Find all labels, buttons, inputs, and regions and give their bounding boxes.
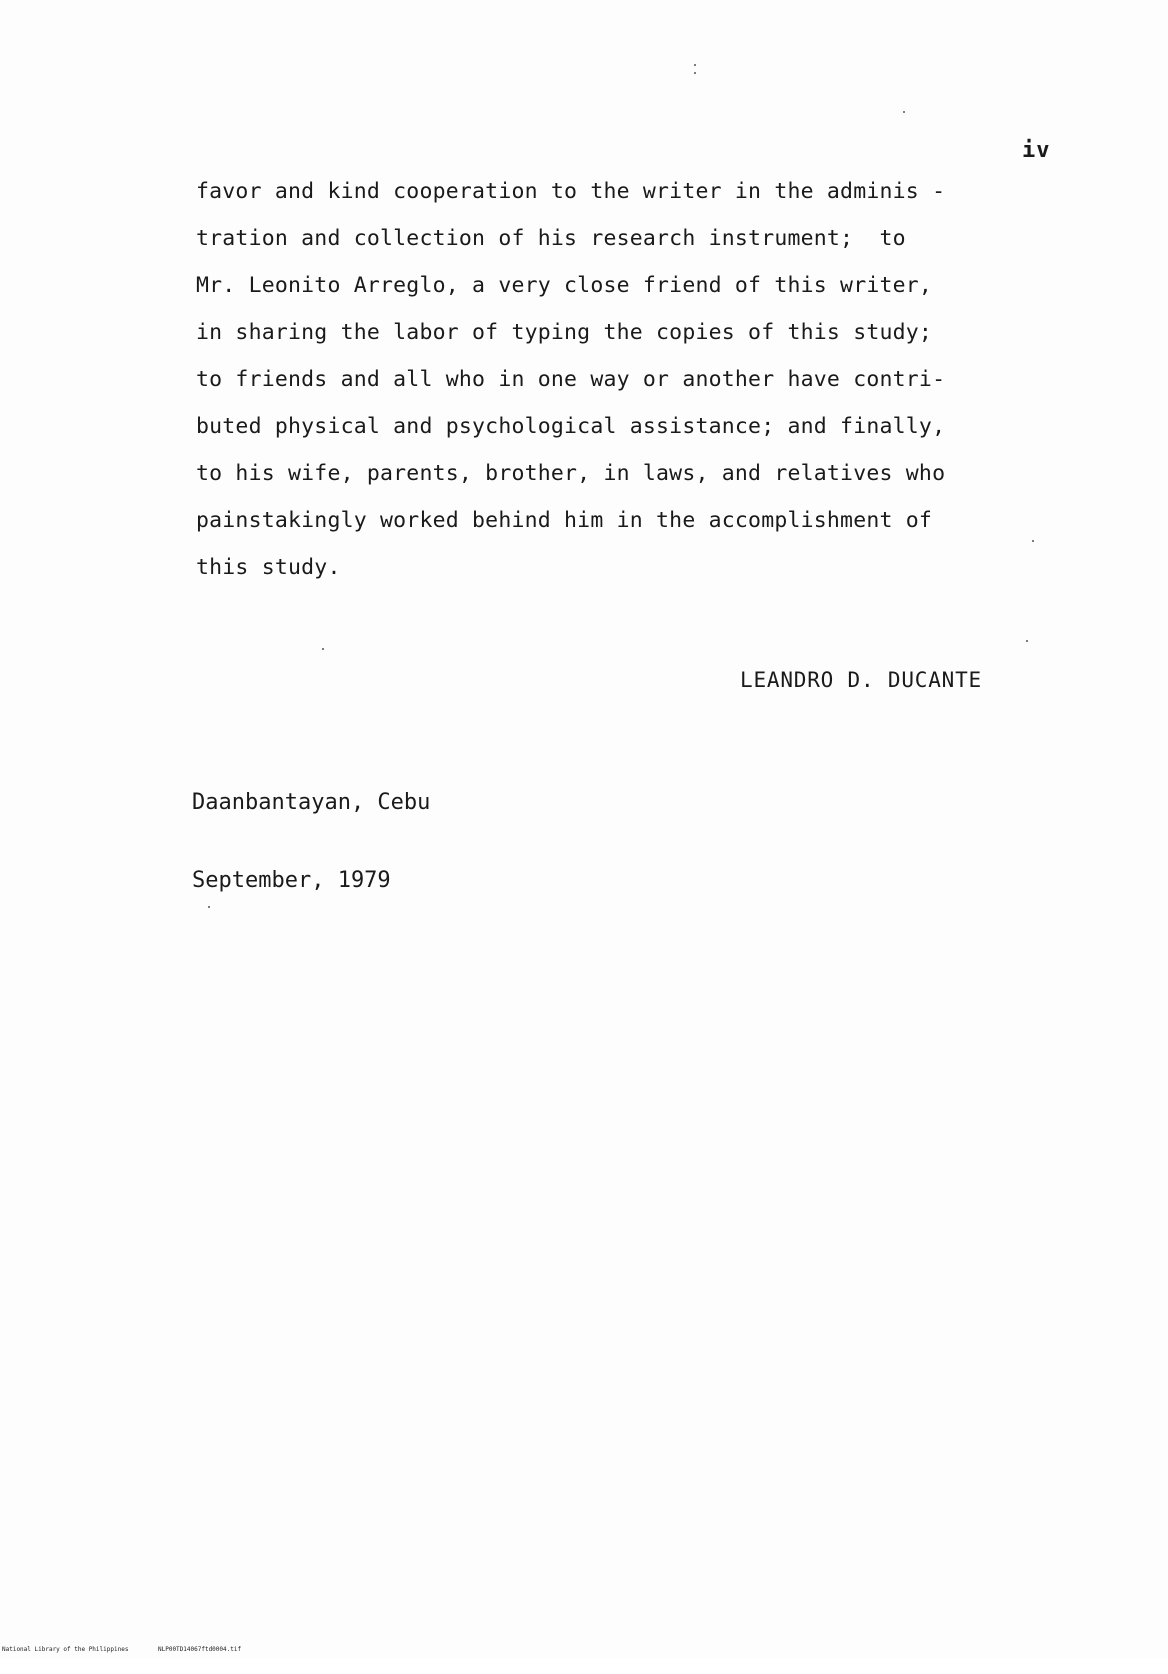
scan-speck	[694, 72, 696, 74]
acknowledgment-body	[196, 168, 1056, 591]
body-line: buted physical and psychological assistance; and finally,	[196, 414, 946, 439]
body-line: Mr. Leonito Arreglo, a very close friend of this writer,	[196, 273, 933, 298]
scan-speck	[208, 906, 210, 908]
scan-speck	[903, 111, 905, 113]
body-line: this study.	[196, 555, 341, 580]
footer-file-id: NLP00TD14067ftd0004.tif	[158, 1646, 242, 1653]
body-line: favor and kind cooperation to the writer in the adminis -	[196, 179, 946, 204]
body-line: to friends and all who in one way or another have contri-	[196, 367, 946, 392]
scan-speck	[1032, 540, 1034, 542]
body-line: painstakingly worked behind him in the accomplishment of	[196, 508, 933, 533]
body-line: in sharing the labor of typing the copies of this study;	[196, 320, 933, 345]
page-number: iv	[1022, 138, 1051, 163]
place-and-date	[192, 738, 430, 946]
body-line: tration and collection of his research instrument; to	[196, 226, 906, 251]
body-line: to his wife, parents, brother, in laws, and relatives who	[196, 461, 946, 486]
date-text: September, 1979	[192, 868, 391, 893]
footer-library: National Library of the Philippines	[2, 1646, 129, 1653]
author-signature-name: LEANDRO D. DUCANTE	[740, 668, 982, 692]
scan-footer	[0, 1646, 400, 1656]
scan-speck	[1026, 640, 1028, 642]
place-text: Daanbantayan, Cebu	[192, 790, 431, 815]
scan-speck	[694, 64, 696, 66]
scan-speck	[322, 648, 324, 650]
